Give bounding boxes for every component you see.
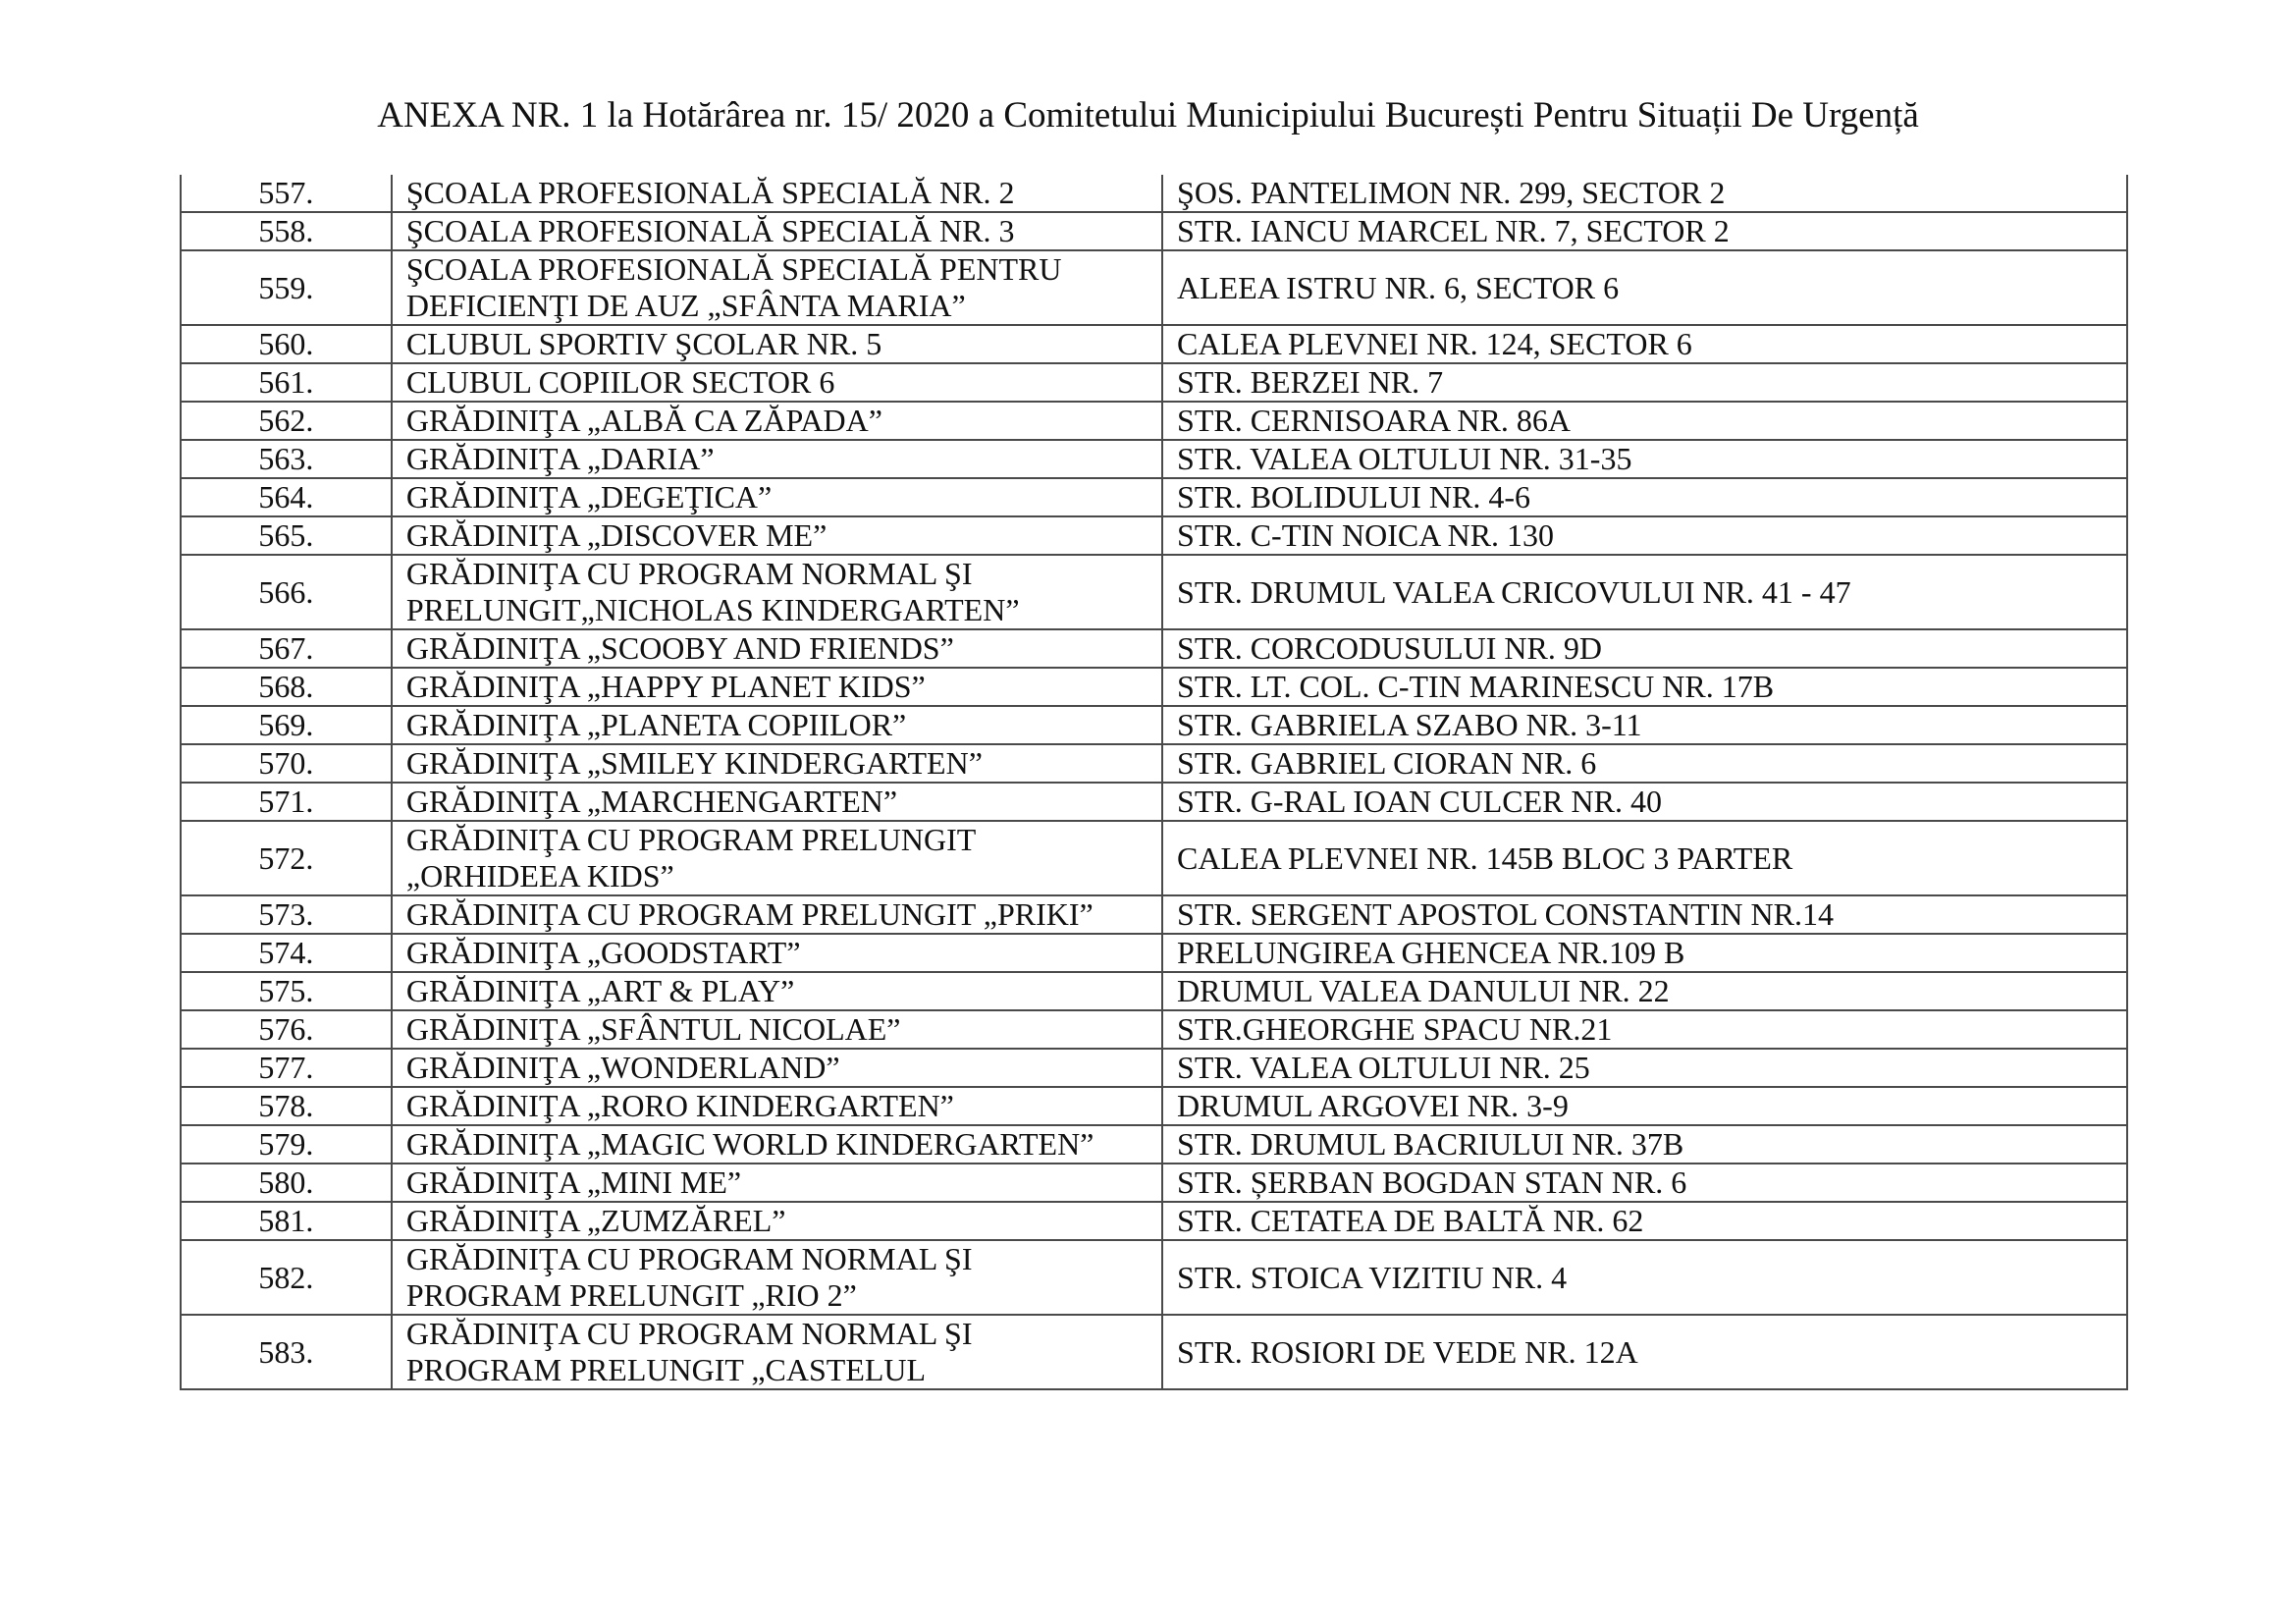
table-row bbox=[181, 895, 2127, 934]
institution-address: STR. STOICA VIZITIU NR. 4 bbox=[1162, 1240, 2127, 1315]
institution-address: DRUMUL VALEA DANULUI NR. 22 bbox=[1162, 972, 2127, 1010]
table-row bbox=[181, 1315, 2127, 1389]
institution-address: STR. LT. COL. C-TIN MARINESCU NR. 17B bbox=[1162, 668, 2127, 706]
institution-name bbox=[392, 478, 1162, 516]
table-row bbox=[181, 1164, 2127, 1202]
institution-address: STR. BOLIDULUI NR. 4-6 bbox=[1162, 478, 2127, 516]
institution-name bbox=[392, 175, 1162, 212]
row-number: 564. bbox=[181, 478, 392, 516]
institution-address: STR. VALEA OLTULUI NR. 25 bbox=[1162, 1049, 2127, 1087]
row-number: 561. bbox=[181, 363, 392, 402]
row-number: 581. bbox=[181, 1202, 392, 1240]
institution-name bbox=[392, 783, 1162, 821]
institution-name-line: GRĂDINIŢA „PLANETA COPIILOR” bbox=[405, 707, 907, 742]
institution-address: STR. SERGENT APOSTOL CONSTANTIN NR.14 bbox=[1162, 895, 2127, 934]
institution-name bbox=[392, 1087, 1162, 1125]
table-row bbox=[181, 1010, 2127, 1049]
institution-name bbox=[392, 1240, 1162, 1315]
row-number: 562. bbox=[181, 402, 392, 440]
institution-name-line: GRĂDINIŢA „DARIA” bbox=[405, 441, 715, 476]
institution-name bbox=[392, 363, 1162, 402]
table-row bbox=[181, 1202, 2127, 1240]
row-number: 570. bbox=[181, 744, 392, 783]
institution-name-line: CLUBUL SPORTIV ŞCOLAR NR. 5 bbox=[405, 326, 882, 361]
institution-address: STR. GABRIEL CIORAN NR. 6 bbox=[1162, 744, 2127, 783]
institution-name-line: GRĂDINIŢA CU PROGRAM PRELUNGIT bbox=[405, 822, 977, 857]
institution-address: STR. G-RAL IOAN CULCER NR. 40 bbox=[1162, 783, 2127, 821]
institution-name-line: GRĂDINIŢA „SFÂNTUL NICOLAE” bbox=[405, 1011, 901, 1047]
institution-name bbox=[392, 402, 1162, 440]
row-number: 579. bbox=[181, 1125, 392, 1164]
table-row bbox=[181, 783, 2127, 821]
institution-name-line: ŞCOALA PROFESIONALĂ SPECIALĂ NR. 2 bbox=[405, 175, 1015, 210]
row-number: 578. bbox=[181, 1087, 392, 1125]
institution-name-line: GRĂDINIŢA „SMILEY KINDERGARTEN” bbox=[405, 745, 983, 781]
table-row bbox=[181, 821, 2127, 895]
institution-name bbox=[392, 440, 1162, 478]
institution-address: STR. CERNISOARA NR. 86A bbox=[1162, 402, 2127, 440]
table-row bbox=[181, 478, 2127, 516]
row-number: 583. bbox=[181, 1315, 392, 1389]
institution-name bbox=[392, 1315, 1162, 1389]
institution-address: CALEA PLEVNEI NR. 124, SECTOR 6 bbox=[1162, 325, 2127, 363]
row-number: 572. bbox=[181, 821, 392, 895]
institution-address: STR.GHEORGHE SPACU NR.21 bbox=[1162, 1010, 2127, 1049]
row-number: 560. bbox=[181, 325, 392, 363]
table-row bbox=[181, 706, 2127, 744]
institution-name-line: GRĂDINIŢA „DEGEŢICA” bbox=[405, 479, 773, 514]
row-number: 559. bbox=[181, 250, 392, 325]
row-number: 573. bbox=[181, 895, 392, 934]
institution-name-line: PRELUNGIT„NICHOLAS KINDERGARTEN” bbox=[405, 592, 1020, 627]
institution-name-line: GRĂDINIŢA „WONDERLAND” bbox=[405, 1050, 840, 1085]
institution-name bbox=[392, 629, 1162, 668]
institution-name bbox=[392, 1164, 1162, 1202]
row-number: 571. bbox=[181, 783, 392, 821]
institution-name bbox=[392, 325, 1162, 363]
institution-name-line: GRĂDINIŢA „MAGIC WORLD KINDERGARTEN” bbox=[405, 1126, 1095, 1162]
row-number: 577. bbox=[181, 1049, 392, 1087]
institution-name-line: GRĂDINIŢA CU PROGRAM NORMAL ŞI bbox=[405, 1316, 973, 1351]
institution-name-line: PROGRAM PRELUNGIT „CASTELUL bbox=[405, 1352, 927, 1387]
row-number: 566. bbox=[181, 555, 392, 629]
row-number: 558. bbox=[181, 212, 392, 250]
table-row bbox=[181, 668, 2127, 706]
institution-name-line: GRĂDINIŢA „RORO KINDERGARTEN” bbox=[405, 1088, 954, 1123]
institution-address: STR. CETATEA DE BALTĂ NR. 62 bbox=[1162, 1202, 2127, 1240]
table-row bbox=[181, 744, 2127, 783]
institution-address: STR. IANCU MARCEL NR. 7, SECTOR 2 bbox=[1162, 212, 2127, 250]
institution-address: ŞOS. PANTELIMON NR. 299, SECTOR 2 bbox=[1162, 175, 2127, 212]
institution-address: STR. GABRIELA SZABO NR. 3-11 bbox=[1162, 706, 2127, 744]
row-number: 567. bbox=[181, 629, 392, 668]
institution-address: STR. ROSIORI DE VEDE NR. 12A bbox=[1162, 1315, 2127, 1389]
table-row bbox=[181, 1240, 2127, 1315]
institution-address: PRELUNGIREA GHENCEA NR.109 B bbox=[1162, 934, 2127, 972]
institution-name bbox=[392, 895, 1162, 934]
institution-address: DRUMUL ARGOVEI NR. 3-9 bbox=[1162, 1087, 2127, 1125]
institution-name bbox=[392, 821, 1162, 895]
institution-name bbox=[392, 1049, 1162, 1087]
institution-name-line: GRĂDINIŢA „MARCHENGARTEN” bbox=[405, 784, 898, 819]
institution-address: STR. VALEA OLTULUI NR. 31-35 bbox=[1162, 440, 2127, 478]
institution-name bbox=[392, 744, 1162, 783]
institution-name bbox=[392, 668, 1162, 706]
institution-name-line: CLUBUL COPIILOR SECTOR 6 bbox=[405, 364, 835, 400]
institution-name bbox=[392, 972, 1162, 1010]
institution-address: STR. DRUMUL BACRIULUI NR. 37B bbox=[1162, 1125, 2127, 1164]
institution-address: STR. BERZEI NR. 7 bbox=[1162, 363, 2127, 402]
row-number: 568. bbox=[181, 668, 392, 706]
table-row bbox=[181, 972, 2127, 1010]
table-row bbox=[181, 250, 2127, 325]
institution-name bbox=[392, 1202, 1162, 1240]
institution-name-line: „ORHIDEEA KIDS” bbox=[405, 858, 674, 893]
table-row bbox=[181, 1087, 2127, 1125]
row-number: 582. bbox=[181, 1240, 392, 1315]
institution-name bbox=[392, 934, 1162, 972]
institution-name-line: GRĂDINIŢA CU PROGRAM PRELUNGIT „PRIKI” bbox=[405, 896, 1094, 932]
table-row bbox=[181, 175, 2127, 212]
row-number: 557. bbox=[181, 175, 392, 212]
institution-name bbox=[392, 212, 1162, 250]
page-title: ANEXA NR. 1 la Hotărârea nr. 15/ 2020 a Comitetului Municipiului București Pentru Situații De Urgență bbox=[377, 95, 1919, 135]
institution-address: STR. CORCODUSULUI NR. 9D bbox=[1162, 629, 2127, 668]
institution-name-line: ŞCOALA PROFESIONALĂ SPECIALĂ NR. 3 bbox=[405, 213, 1015, 248]
table-row bbox=[181, 555, 2127, 629]
institution-name-line: GRĂDINIŢA „SCOOBY AND FRIENDS” bbox=[405, 630, 954, 666]
institution-name-line: GRĂDINIŢA „MINI ME” bbox=[405, 1164, 742, 1200]
institution-address: STR. C-TIN NOICA NR. 130 bbox=[1162, 516, 2127, 555]
institution-name-line: PROGRAM PRELUNGIT „RIO 2” bbox=[405, 1277, 857, 1313]
table-row bbox=[181, 516, 2127, 555]
row-number: 575. bbox=[181, 972, 392, 1010]
table-row bbox=[181, 934, 2127, 972]
table-row bbox=[181, 402, 2127, 440]
institution-name-line: GRĂDINIŢA „DISCOVER ME” bbox=[405, 517, 828, 553]
table-row bbox=[181, 325, 2127, 363]
table-row bbox=[181, 363, 2127, 402]
institution-name-line: GRĂDINIŢA „ZUMZĂREL” bbox=[405, 1203, 786, 1238]
row-number: 580. bbox=[181, 1164, 392, 1202]
table-body bbox=[181, 175, 2127, 1389]
table-row bbox=[181, 629, 2127, 668]
institution-address: STR. DRUMUL VALEA CRICOVULUI NR. 41 - 47 bbox=[1162, 555, 2127, 629]
institution-name-line: GRĂDINIŢA CU PROGRAM NORMAL ŞI bbox=[405, 556, 973, 591]
institution-name-line: GRĂDINIŢA „ALBĂ CA ZĂPADA” bbox=[405, 403, 882, 438]
table-row bbox=[181, 212, 2127, 250]
table-row bbox=[181, 440, 2127, 478]
institution-address: STR. ȘERBAN BOGDAN STAN NR. 6 bbox=[1162, 1164, 2127, 1202]
institution-name-line: GRĂDINIŢA CU PROGRAM NORMAL ŞI bbox=[405, 1241, 973, 1276]
institution-name-line: DEFICIENŢI DE AUZ „SFÂNTA MARIA” bbox=[405, 288, 966, 323]
institution-name-line: GRĂDINIŢA „ART & PLAY” bbox=[405, 973, 795, 1008]
annex-table bbox=[180, 175, 2128, 1390]
institution-name bbox=[392, 706, 1162, 744]
row-number: 569. bbox=[181, 706, 392, 744]
table-row bbox=[181, 1125, 2127, 1164]
institution-name bbox=[392, 516, 1162, 555]
row-number: 574. bbox=[181, 934, 392, 972]
institution-name bbox=[392, 1125, 1162, 1164]
institution-name bbox=[392, 250, 1162, 325]
institution-name-line: GRĂDINIŢA „GOODSTART” bbox=[405, 935, 801, 970]
row-number: 576. bbox=[181, 1010, 392, 1049]
institution-name-line: GRĂDINIŢA „HAPPY PLANET KIDS” bbox=[405, 669, 926, 704]
table-row bbox=[181, 1049, 2127, 1087]
institution-name-line: ŞCOALA PROFESIONALĂ SPECIALĂ PENTRU bbox=[405, 251, 1062, 287]
institution-name bbox=[392, 1010, 1162, 1049]
institution-address: ALEEA ISTRU NR. 6, SECTOR 6 bbox=[1162, 250, 2127, 325]
institution-name bbox=[392, 555, 1162, 629]
institution-address: CALEA PLEVNEI NR. 145B BLOC 3 PARTER bbox=[1162, 821, 2127, 895]
row-number: 563. bbox=[181, 440, 392, 478]
row-number: 565. bbox=[181, 516, 392, 555]
